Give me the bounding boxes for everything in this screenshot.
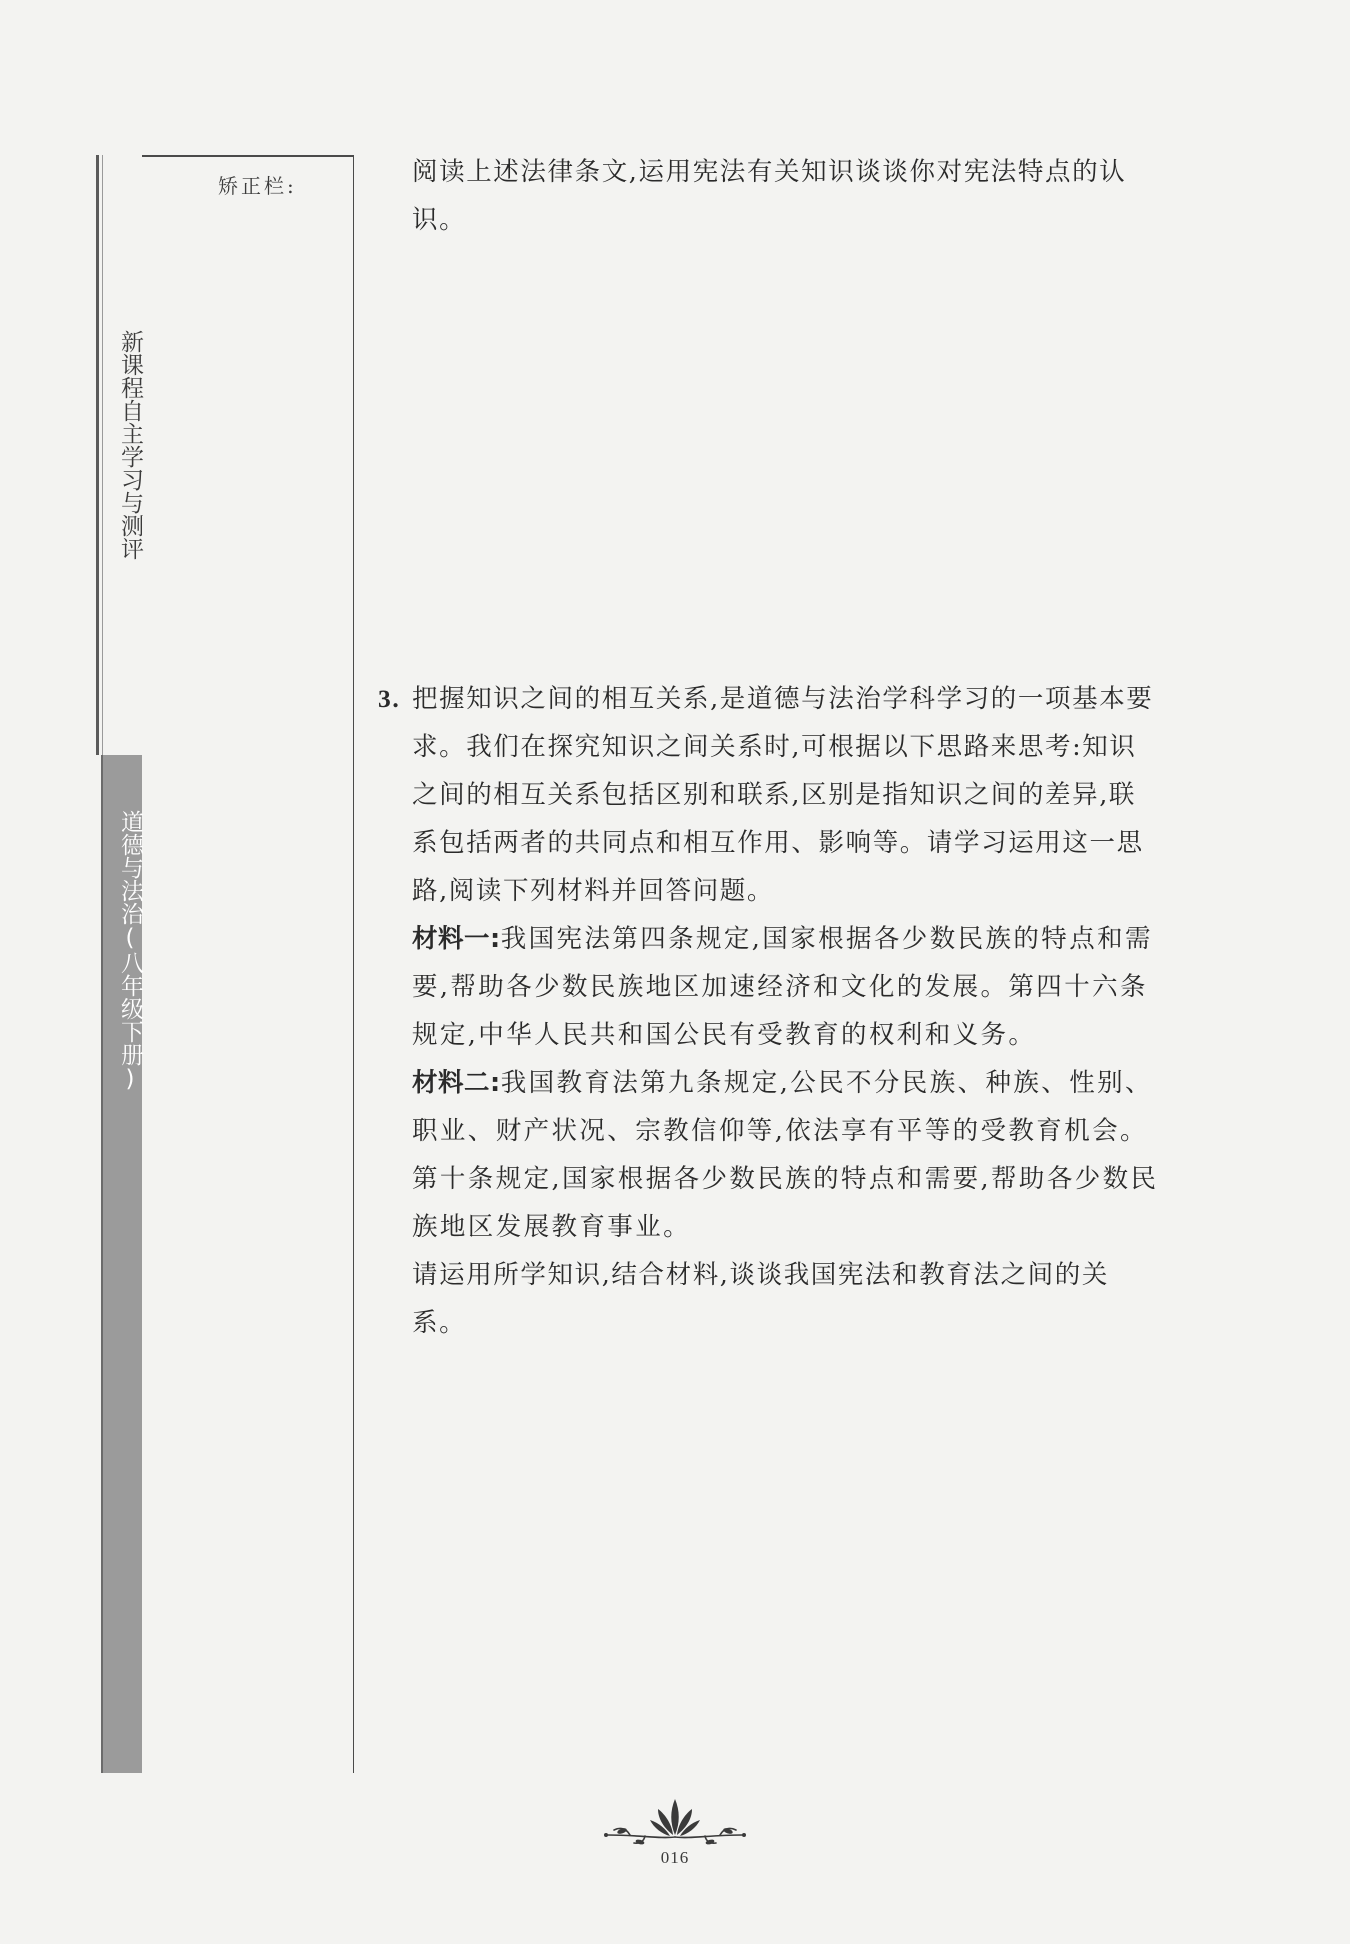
question-3	[378, 675, 1162, 1347]
question-2-prompt: 阅读上述法律条文,运用宪法有关知识谈谈你对宪法特点的认识。	[412, 157, 1127, 235]
material-1-text: 我国宪法第四条规定,国家根据各少数民族的特点和需要,帮助各少数民族地区加速经济和文化的发展。第四十六条规定,中华人民共和国公民有受教育的权利和义务。	[412, 924, 1153, 1050]
material-2	[382, 1059, 1162, 1251]
material-1-label: 材料一:	[412, 924, 501, 954]
leaf-ornament-icon	[600, 1795, 750, 1855]
subject-title: 道德与法治(八年级下册)	[117, 810, 143, 1092]
question-2-continuation	[382, 148, 1162, 244]
correction-label: 矫正栏:	[218, 174, 297, 198]
question-number: 3.	[378, 684, 401, 713]
material-2-text: 我国教育法第九条规定,公民不分民族、种族、性别、职业、财产状况、宗教信仰等,依法享有平等的受教育机会。第十条规定,国家根据各少数民族的特点和需要,帮助各少数民族地区发展教育事业。	[412, 1068, 1159, 1242]
correction-column	[142, 155, 354, 1773]
page-number: 016	[660, 1848, 690, 1867]
series-title: 新课程自主学习与测评	[117, 330, 143, 560]
material-2-label: 材料二:	[412, 1068, 501, 1098]
material-1	[382, 915, 1162, 1059]
question-3-intro: 把握知识之间的相互关系,是道德与法治学科学习的一项基本要求。我们在探究知识之间关系时,可根据以下思路来思考:知识之间的相互关系包括区别和联系,区别是指知识之间的差异,联系包括两者的共同点和相互作用、影响等。请学习运用这一思路,阅读下列材料并回答问题。	[412, 684, 1154, 906]
question-3-question: 请运用所学知识,结合材料,谈谈我国宪法和教育法之间的关系。	[412, 1260, 1109, 1338]
